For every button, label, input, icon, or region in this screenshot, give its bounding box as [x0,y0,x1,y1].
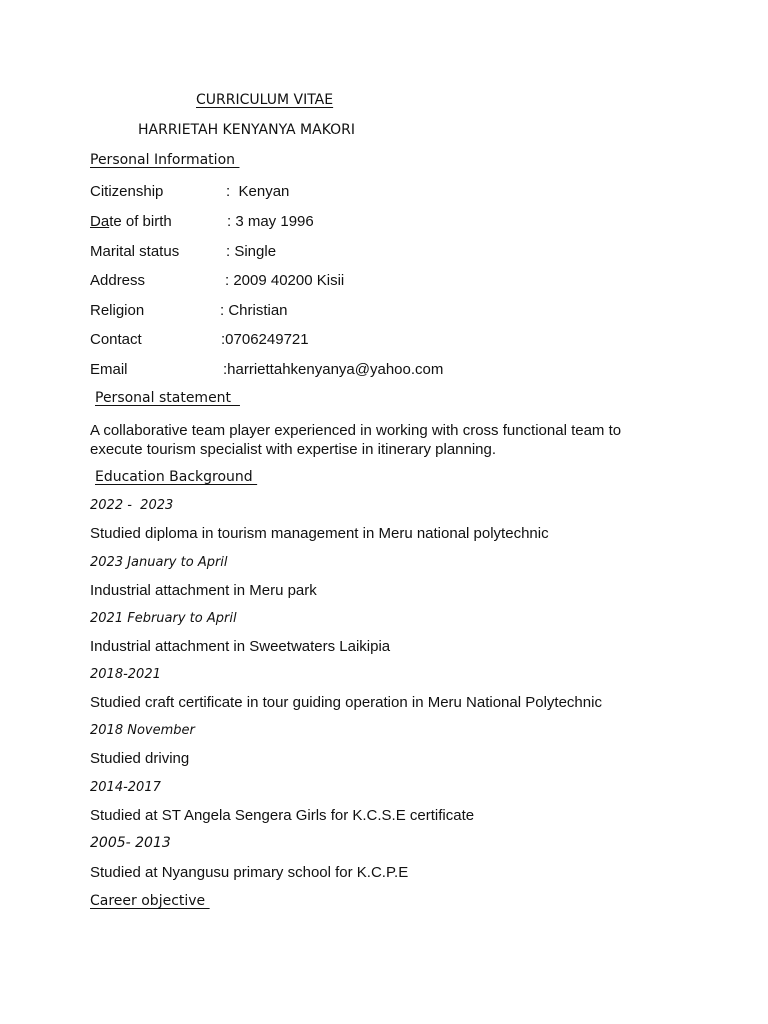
field-value-marital-status: : Single [226,243,277,260]
education-date: 2018 November [90,723,195,738]
field-value-email: :harriettahkenyanya@yahoo.com [223,361,444,378]
field-label-date-of-birth-prefix: Da [90,213,110,230]
field-label-citizenship: Citizenship [90,183,164,200]
education-date: 2005- 2013 [90,835,171,851]
education-heading: Education Background [95,469,258,485]
career-objective-heading: Career objective [90,893,210,909]
education-detail: Studied diploma in tourism management in Meru national polytechnic [90,525,549,542]
education-date: 2021 February to April [90,611,237,626]
field-label-address: Address [90,272,146,289]
education-detail: Studied craft certificate in tour guiding operation in Meru National Polytechnic [90,694,602,711]
field-value-address: : 2009 40200 Kisii [225,272,345,289]
education-date: 2022 - 2023 [90,498,174,513]
field-value-date-of-birth: : 3 may 1996 [227,213,314,230]
personal-information-heading: Personal Information [90,152,240,168]
education-detail: Studied driving [90,750,190,767]
field-label-contact: Contact [90,331,142,348]
field-label-marital-status: Marital status [90,243,180,260]
field-label-religion: Religion [90,302,145,319]
personal-statement-heading: Personal statement [95,390,240,406]
education-date: 2023 January to April [90,555,228,570]
document-title: CURRICULUM VITAE [196,92,334,108]
education-detail: Studied at Nyangusu primary school for K.C.P.E [90,864,409,881]
candidate-name: HARRIETAH KENYANYA MAKORI [138,122,356,138]
personal-statement-text: A collaborative team player experienced in working with cross functional team to execute tourism specialist with expertise in itinerary planning. [90,422,622,458]
field-label-email: Email [90,361,128,378]
field-value-contact: :0706249721 [221,331,309,348]
field-label-date-of-birth-rest: te of birth [109,213,172,230]
field-value-religion: : Christian [220,302,288,319]
education-date: 2014-2017 [90,780,161,795]
education-date: 2018-2021 [90,667,161,682]
field-value-citizenship: : Kenyan [226,183,290,200]
education-detail: Industrial attachment in Meru park [90,582,317,599]
field-label-date-of-birth [90,213,172,230]
education-detail: Industrial attachment in Sweetwaters Laikipia [90,638,391,655]
education-detail: Studied at ST Angela Sengera Girls for K.C.S.E certificate [90,807,475,824]
